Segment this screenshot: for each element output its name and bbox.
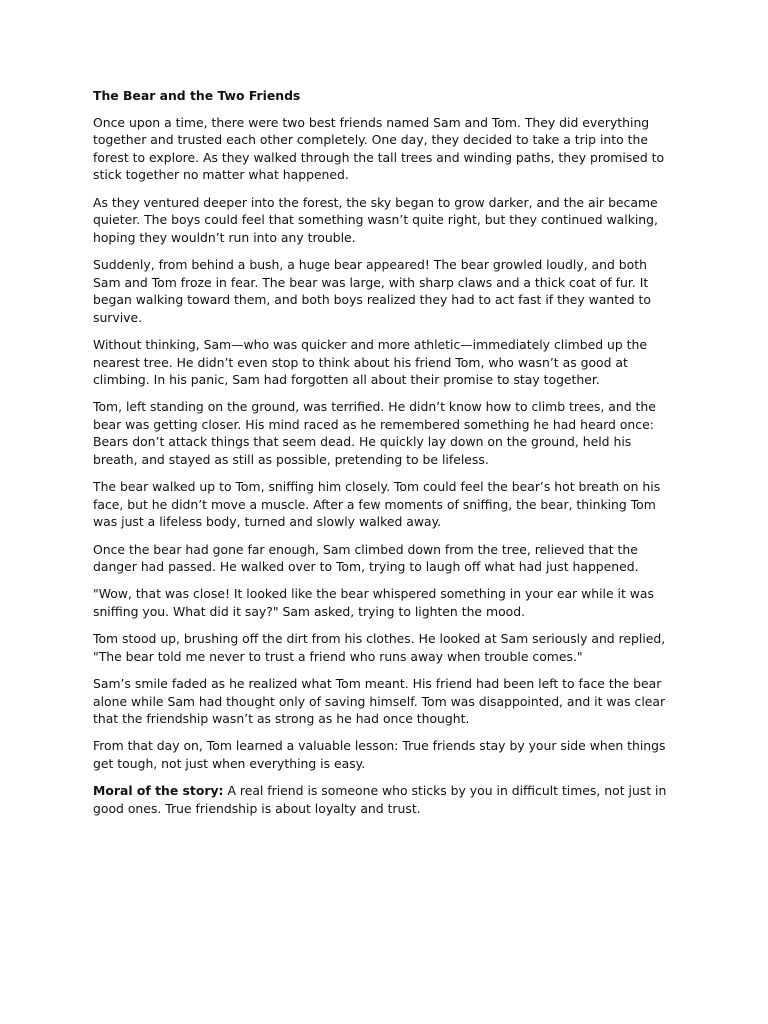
paragraph-5: Tom, left standing on the ground, was terrified. He didn’t know how to climb trees, and the bear was getting closer. His mind raced as he remembered something he had heard once: Bears don’t attack things that seem dead. He quickly lay down on the ground, held his breath, and stayed as still as possible, pretending to be lifeless. xyxy=(93,399,656,468)
paragraph-7: Once the bear had gone far enough, Sam climbed down from the tree, relieved that the danger had passed. He walked over to Tom, trying to laugh off what had just happened. xyxy=(93,541,639,575)
paragraph-4: Without thinking, Sam—who was quicker and more athletic—immediately climbed up the nearest tree. He didn’t even stop to think about his friend Tom, who wasn’t as good at climbing. In his panic, Sam had forgotten all about their promise to stay together. xyxy=(93,336,648,388)
paragraph-1: Once upon a time, there were two best friends named Sam and Tom. They did everything together and trusted each other completely. One day, they decided to take a trip into the forest to explore. As they walked through the tall trees and winding paths, they promised to stick together no matter what happened. xyxy=(93,114,665,183)
paragraph-3: Suddenly, from behind a bush, a huge bear appeared! The bear growled loudly, and both Sam and Tom froze in fear. The bear was large, with sharp claws and a thick coat of fur. It began walking toward them, and both boys realized they had to act fast if they wanted to survive. xyxy=(93,256,651,325)
paragraph-2: As they ventured deeper into the forest, the sky began to grow darker, and the air became quieter. The boys could feel that something wasn’t quite right, but they continued walking, hoping they wouldn’t run into any trouble. xyxy=(93,194,658,245)
paragraph-11: From that day on, Tom learned a valuable lesson: True friends stay by your side when things get tough, not just when everything is easy. xyxy=(93,738,666,771)
paragraph-8: "Wow, that was close! It looked like the bear whispered something in your ear while it was sniffing you. What did it say?" Sam asked, trying to lighten the mood. xyxy=(93,586,654,619)
document-body xyxy=(93,87,675,827)
paragraph-10: Sam’s smile faded as he realized what Tom meant. His friend had been left to face the bear alone while Sam had thought only of saving himself. Tom was disappointed, and it was clear that the friendship wasn’t as strong as he had once thought. xyxy=(93,675,666,727)
paragraph-6: The bear walked up to Tom, sniffing him closely. Tom could feel the bear’s hot breath on his face, but he didn’t move a muscle. After a few moments of sniffing, the bear, thinking Tom was just a lifeless body, turned and slowly walked away. xyxy=(93,479,661,530)
story-title: The Bear and the Two Friends xyxy=(93,88,301,103)
moral-paragraph xyxy=(93,782,675,817)
paragraph-9: Tom stood up, brushing off the dirt from his clothes. He looked at Sam seriously and replied, "The bear told me never to trust a friend who runs away when trouble comes." xyxy=(93,631,666,664)
moral-text: A real friend is someone who sticks by you in difficult times, not just in good ones. True friendship is about loyalty and trust. xyxy=(93,783,667,816)
moral-label: Moral of the story: xyxy=(93,783,224,799)
